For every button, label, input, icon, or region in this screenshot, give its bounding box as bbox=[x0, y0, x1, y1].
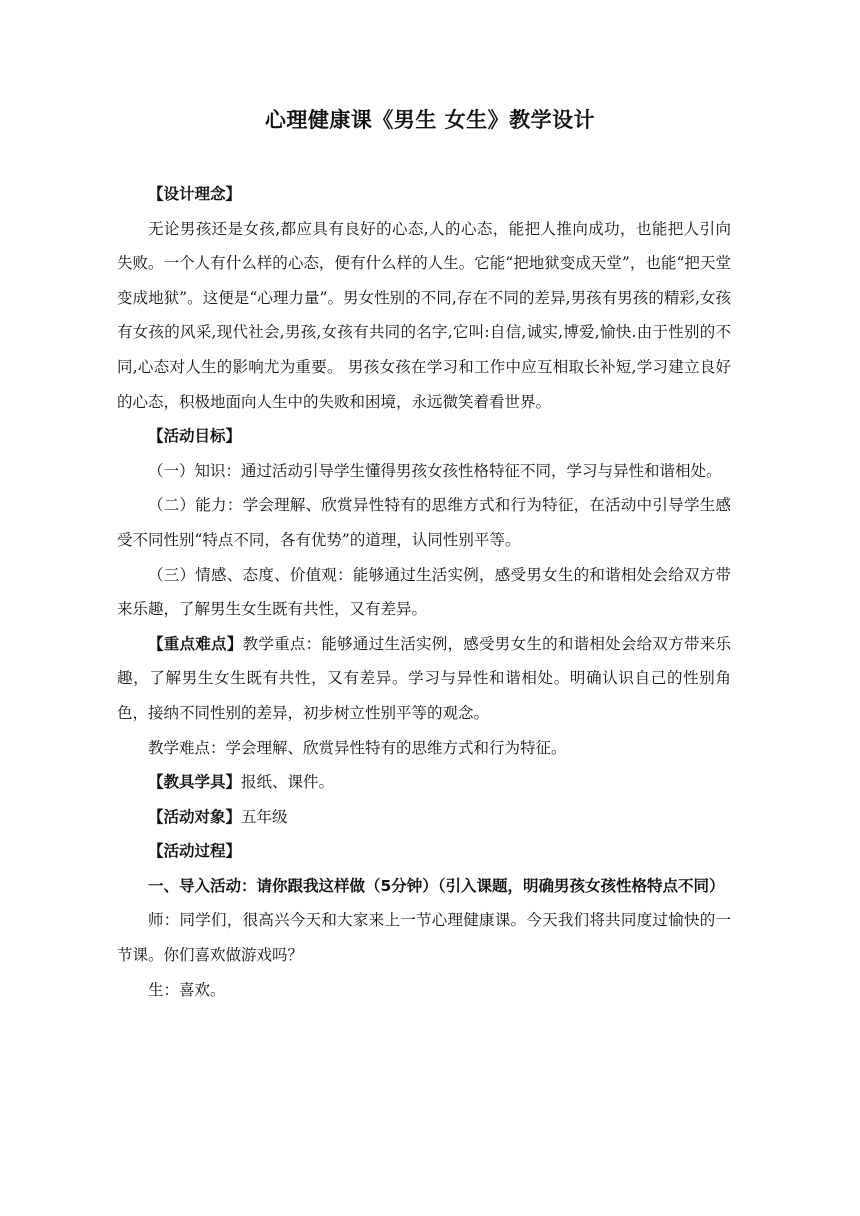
concept-paragraph: 无论男孩还是女孩,都应具有良好的心态,人的心态，能把人推向成功，也能把人引向失败。一个人有什么样的心态，便有什么样的人生。它能“把地狱变成天堂”，也能“把天堂变成地狱”。这便是“心理力量”。男女性别的不同,存在不同的差异,男孩有男孩的精彩,女孩有女孩的风采,现代社会,男孩,女孩有共同的名字,它叫:自信,诚实,博爱,愉快.由于性别的不同,心态对人生的影响尤为重要。 男孩女孩在学习和工作中应互相取长补短,学习建立良好的心态，积极地面向人生中的失败和困境，永远微笑着看世界。 bbox=[117, 219, 731, 411]
goal-knowledge: （一）知识：通过活动引导学生懂得男孩女孩性格特征不同，学习与异性和谐相处。 bbox=[148, 461, 722, 480]
target-text: 五年级 bbox=[241, 807, 288, 826]
goal-values: （三）情感、态度、价值观：能够通过生活实例，感受男女生的和谐相处会给双方带来乐趣，了解男生女生既有共性，又有差异。 bbox=[117, 565, 731, 619]
goals-heading: 【活动目标】 bbox=[148, 427, 242, 446]
key-points-text: 教学重点：能够通过生活实例，感受男女生的和谐相处会给双方带来乐趣，了解男生女生既有共性，又有差异。学习与异性和谐相处。明确认识自己的性别角色，接纳不同性别的差异，初步树立性别平等的观念。 bbox=[117, 634, 731, 722]
document-title: 心理健康课《男生 女生》教学设计 bbox=[264, 108, 596, 132]
teacher-line: 师：同学们，很高兴今天和大家来上一节心理健康课。今天我们将共同度过愉快的一节课。你们喜欢做游戏吗？ bbox=[117, 911, 731, 965]
tools-heading: 【教具学具】 bbox=[148, 773, 242, 792]
target-paragraph bbox=[117, 800, 731, 835]
difficulty-paragraph: 教学难点：学会理解、欣赏异性特有的思维方式和行为特征。 bbox=[148, 738, 567, 757]
target-heading: 【活动对象】 bbox=[148, 807, 242, 826]
tools-text: 报纸、课件。 bbox=[241, 773, 335, 792]
process-heading: 【活动过程】 bbox=[148, 842, 242, 861]
key-points-paragraph bbox=[117, 627, 731, 731]
tools-paragraph bbox=[117, 765, 731, 800]
step-1-heading: 一、导入活动：请你跟我这样做（5分钟）（引入课题，明确男孩女孩性格特点不同） bbox=[148, 876, 725, 895]
concept-heading: 【设计理念】 bbox=[148, 185, 242, 203]
student-line: 生：喜欢。 bbox=[148, 980, 226, 999]
goal-ability: （二）能力：学会理解、欣赏异性特有的思维方式和行为特征，在活动中引导学生感受不同性别“特点不同，各有优势”的道理，认同性别平等。 bbox=[117, 496, 731, 549]
document-body bbox=[117, 177, 731, 1007]
key-points-heading: 【重点难点】 bbox=[148, 634, 243, 653]
